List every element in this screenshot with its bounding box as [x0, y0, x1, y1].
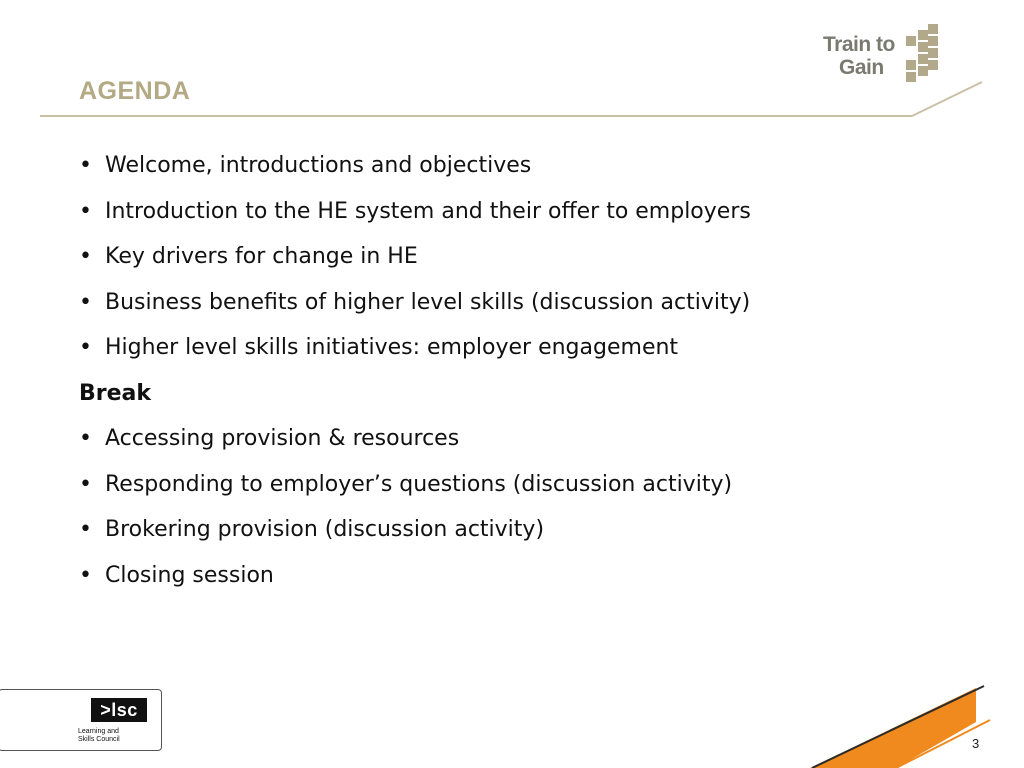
agenda-item: • Brokering provision (discussion activity): [79, 510, 751, 556]
agenda-heading: Break: [79, 380, 152, 406]
header-rule-slant: [912, 82, 982, 116]
page-number: 3: [972, 736, 980, 751]
lsc-line-2: Skills Council: [78, 736, 120, 743]
lsc-line-1: Learning and: [78, 728, 119, 735]
agenda-item: • Closing session: [79, 556, 751, 602]
agenda-item: • Accessing provision & resources: [79, 419, 751, 465]
brand-line-2: Gain: [839, 56, 884, 79]
lsc-mark: >lsc: [91, 698, 147, 722]
agenda-item: • Key drivers for change in HE: [79, 237, 751, 283]
agenda-item: • Introduction to the HE system and their offer to employers: [79, 192, 751, 238]
agenda-item: • Responding to employer’s questions (discussion activity): [79, 465, 751, 511]
lsc-logo: [0, 689, 162, 751]
agenda-list: [79, 146, 751, 601]
agenda-item: • Business benefits of higher level skills (discussion activity): [79, 283, 751, 329]
page-title: AGENDA: [79, 77, 191, 105]
agenda-item: • Higher level skills initiatives: employer engagement: [79, 328, 751, 374]
agenda-item: • Welcome, introductions and objectives: [79, 146, 751, 192]
corner-stripes: [800, 680, 1024, 768]
brand-line-1: Train to: [823, 33, 895, 56]
